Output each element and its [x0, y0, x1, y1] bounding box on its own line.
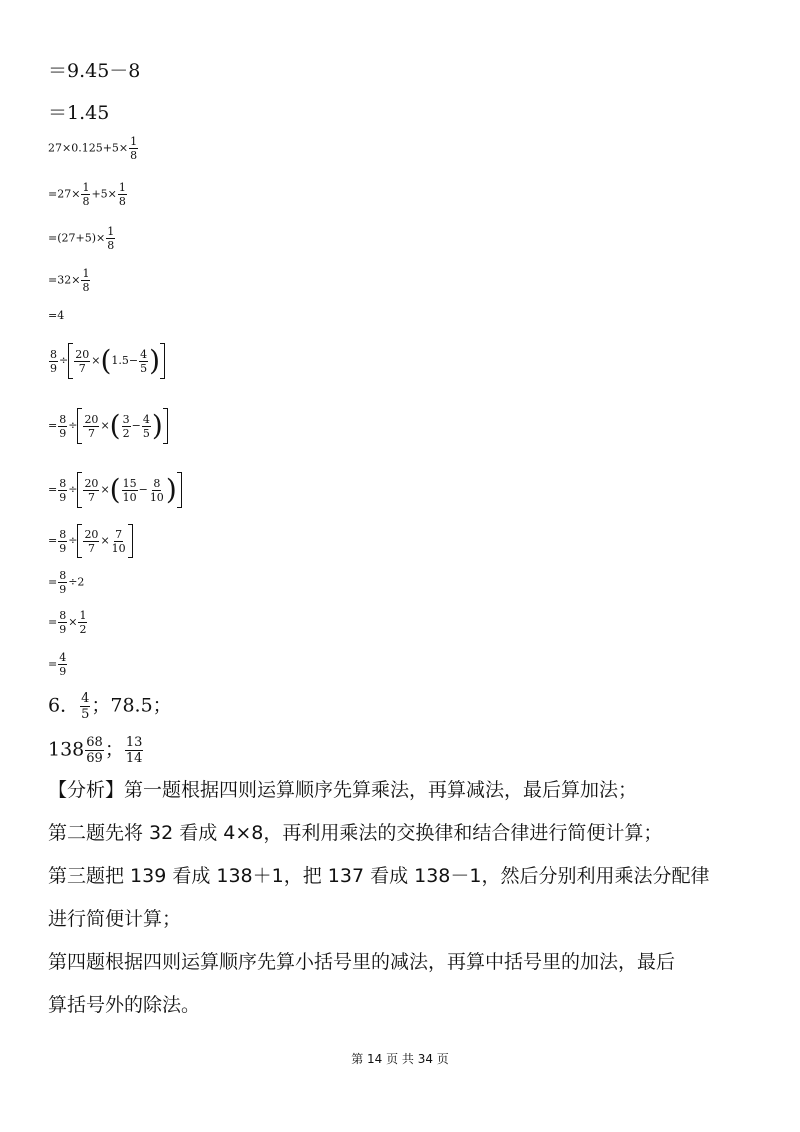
operator: = — [48, 657, 58, 671]
answer-line — [48, 692, 172, 721]
denominator: 9 — [59, 583, 67, 596]
operator: = — [48, 483, 58, 496]
denominator: 2 — [79, 623, 87, 636]
paren-left: ( — [109, 409, 121, 442]
denominator: 10 — [122, 490, 137, 504]
paren-left: ( — [100, 344, 112, 377]
fraction — [74, 349, 90, 374]
fraction — [106, 226, 115, 251]
bracket-right — [160, 343, 165, 379]
fraction — [49, 349, 58, 374]
operator: = — [48, 534, 58, 547]
fraction — [80, 692, 90, 721]
operator: = — [48, 419, 58, 432]
fraction — [58, 414, 67, 439]
denominator: 8 — [82, 281, 90, 294]
numerator: 3 — [122, 412, 130, 426]
calc-line — [48, 472, 182, 508]
denominator: 8 — [82, 195, 90, 208]
answer-text: ； — [104, 738, 124, 761]
numerator: 8 — [59, 527, 67, 541]
operator: ÷ — [68, 419, 78, 432]
fraction — [111, 529, 127, 554]
fraction — [81, 182, 90, 207]
page-footer: 第 14 页 共 34 页 — [351, 1052, 449, 1066]
answer-text: ；78.5； — [91, 694, 172, 717]
calc-line — [48, 570, 84, 595]
fraction — [122, 478, 138, 503]
numerator: 8 — [153, 476, 161, 490]
numerator: 8 — [59, 412, 67, 426]
denominator: 8 — [107, 239, 115, 252]
denominator: 8 — [118, 195, 126, 208]
calc-line — [48, 343, 165, 379]
calc-line: ＝9.45－8 — [48, 60, 141, 82]
calc-line — [48, 136, 139, 161]
numerator: 1 — [130, 135, 138, 148]
denominator: 14 — [125, 751, 143, 766]
numerator: 8 — [50, 347, 57, 361]
denominator: 5 — [140, 361, 148, 375]
numerator: 8 — [59, 476, 67, 490]
fraction — [85, 736, 104, 765]
numerator: 68 — [86, 735, 103, 750]
numerator: 1 — [79, 609, 87, 622]
operator: − — [128, 354, 139, 367]
paren-right: ) — [151, 409, 163, 442]
fraction — [125, 736, 144, 765]
denominator: 9 — [59, 623, 67, 636]
operator: × — [100, 534, 110, 547]
numerator: 8 — [59, 609, 67, 622]
fraction — [78, 610, 87, 635]
numerator: 1 — [107, 225, 115, 238]
numerator: 4 — [81, 691, 90, 706]
fraction — [83, 478, 99, 503]
calc-line — [48, 610, 88, 635]
fraction — [142, 414, 151, 439]
calc-line — [48, 652, 68, 677]
denominator: 9 — [59, 665, 67, 678]
operator: − — [138, 483, 148, 496]
analysis-paragraph: 第四题根据四则运算顺序先算小括号里的减法，再算中括号里的加法，最后 — [48, 951, 676, 973]
expr-text: 27×0.125+5× — [48, 141, 129, 155]
denominator: 8 — [130, 149, 138, 162]
bracket-right — [177, 472, 182, 508]
denominator: 9 — [59, 426, 67, 440]
numerator: 7 — [115, 527, 123, 541]
denominator: 7 — [87, 490, 95, 504]
paren-right: ) — [149, 344, 161, 377]
fraction — [129, 136, 138, 161]
analysis-paragraph: 进行简便计算； — [48, 908, 182, 930]
numerator: 13 — [125, 735, 143, 750]
fraction — [149, 478, 165, 503]
denominator: 2 — [122, 426, 130, 440]
calc-line: ＝1.45 — [48, 102, 110, 124]
denominator: 9 — [59, 541, 67, 555]
numerator: 4 — [140, 347, 148, 361]
mixed-whole: 138 — [48, 738, 85, 761]
calc-line — [48, 182, 128, 207]
fraction — [58, 652, 67, 677]
bracket-right — [128, 524, 133, 558]
operator: ÷ — [59, 354, 69, 367]
bracket-left — [77, 524, 82, 558]
expr-text: =27× — [48, 187, 81, 201]
operator: × — [91, 354, 101, 367]
fraction — [83, 529, 99, 554]
analysis-paragraph: 第三题把 139 看成 138＋1，把 137 看成 138－1，然后分别利用乘法分配律 — [48, 865, 710, 887]
denominator: 7 — [87, 426, 95, 440]
numerator: 20 — [84, 476, 99, 490]
denominator: 7 — [78, 361, 86, 375]
calc-line — [48, 226, 116, 251]
expr-text: ÷2 — [68, 575, 85, 589]
fraction — [83, 414, 99, 439]
operator: × — [68, 615, 78, 629]
analysis-paragraph: 第二题先将 32 看成 4×8，再利用乘法的交换律和结合律进行简便计算； — [48, 822, 663, 844]
fraction — [139, 349, 148, 374]
bracket-left — [77, 472, 82, 508]
denominator: 9 — [50, 361, 57, 375]
paren-right: ) — [165, 473, 177, 506]
fraction — [81, 268, 90, 293]
calc-line — [48, 524, 133, 558]
analysis-paragraph: 【分析】第一题根据四则运算顺序先算乘法，再算减法，最后算加法； — [48, 779, 638, 801]
operator: = — [48, 575, 58, 589]
operator: ÷ — [68, 483, 78, 496]
number: 1.5 — [111, 354, 129, 367]
bracket-left — [77, 408, 82, 444]
operator: × — [100, 483, 110, 496]
numerator: 20 — [84, 527, 99, 541]
fraction — [122, 414, 131, 439]
fraction — [58, 570, 67, 595]
denominator: 5 — [81, 707, 90, 722]
numerator: 4 — [142, 412, 150, 426]
numerator: 1 — [82, 267, 90, 280]
denominator: 7 — [87, 541, 95, 555]
expr-text: +5× — [91, 187, 117, 201]
denominator: 69 — [86, 751, 103, 766]
numerator: 20 — [75, 347, 90, 361]
numerator: 1 — [82, 181, 90, 194]
bracket-left — [68, 343, 73, 379]
numerator: 8 — [59, 569, 67, 582]
operator: ÷ — [68, 534, 78, 547]
numerator: 1 — [118, 181, 126, 194]
paren-left: ( — [109, 473, 121, 506]
question-number: 6． — [48, 694, 80, 717]
numerator: 4 — [59, 651, 67, 664]
calc-line — [48, 268, 91, 293]
calc-line: =4 — [48, 309, 65, 322]
operator: − — [131, 419, 141, 432]
answer-line — [48, 736, 144, 765]
bracket-right — [163, 408, 168, 444]
fraction — [58, 529, 67, 554]
denominator: 10 — [149, 490, 164, 504]
operator: × — [100, 419, 110, 432]
numerator: 20 — [84, 412, 99, 426]
denominator: 5 — [142, 426, 150, 440]
expr-text: =32× — [48, 273, 81, 287]
analysis-paragraph: 算括号外的除法。 — [48, 994, 201, 1016]
denominator: 9 — [59, 490, 67, 504]
fraction — [58, 610, 67, 635]
expr-text: =(27+5)× — [48, 231, 106, 245]
calc-line — [48, 408, 168, 444]
operator: = — [48, 615, 58, 629]
fraction — [58, 478, 67, 503]
denominator: 10 — [111, 541, 126, 555]
fraction — [118, 182, 127, 207]
numerator: 15 — [122, 476, 137, 490]
